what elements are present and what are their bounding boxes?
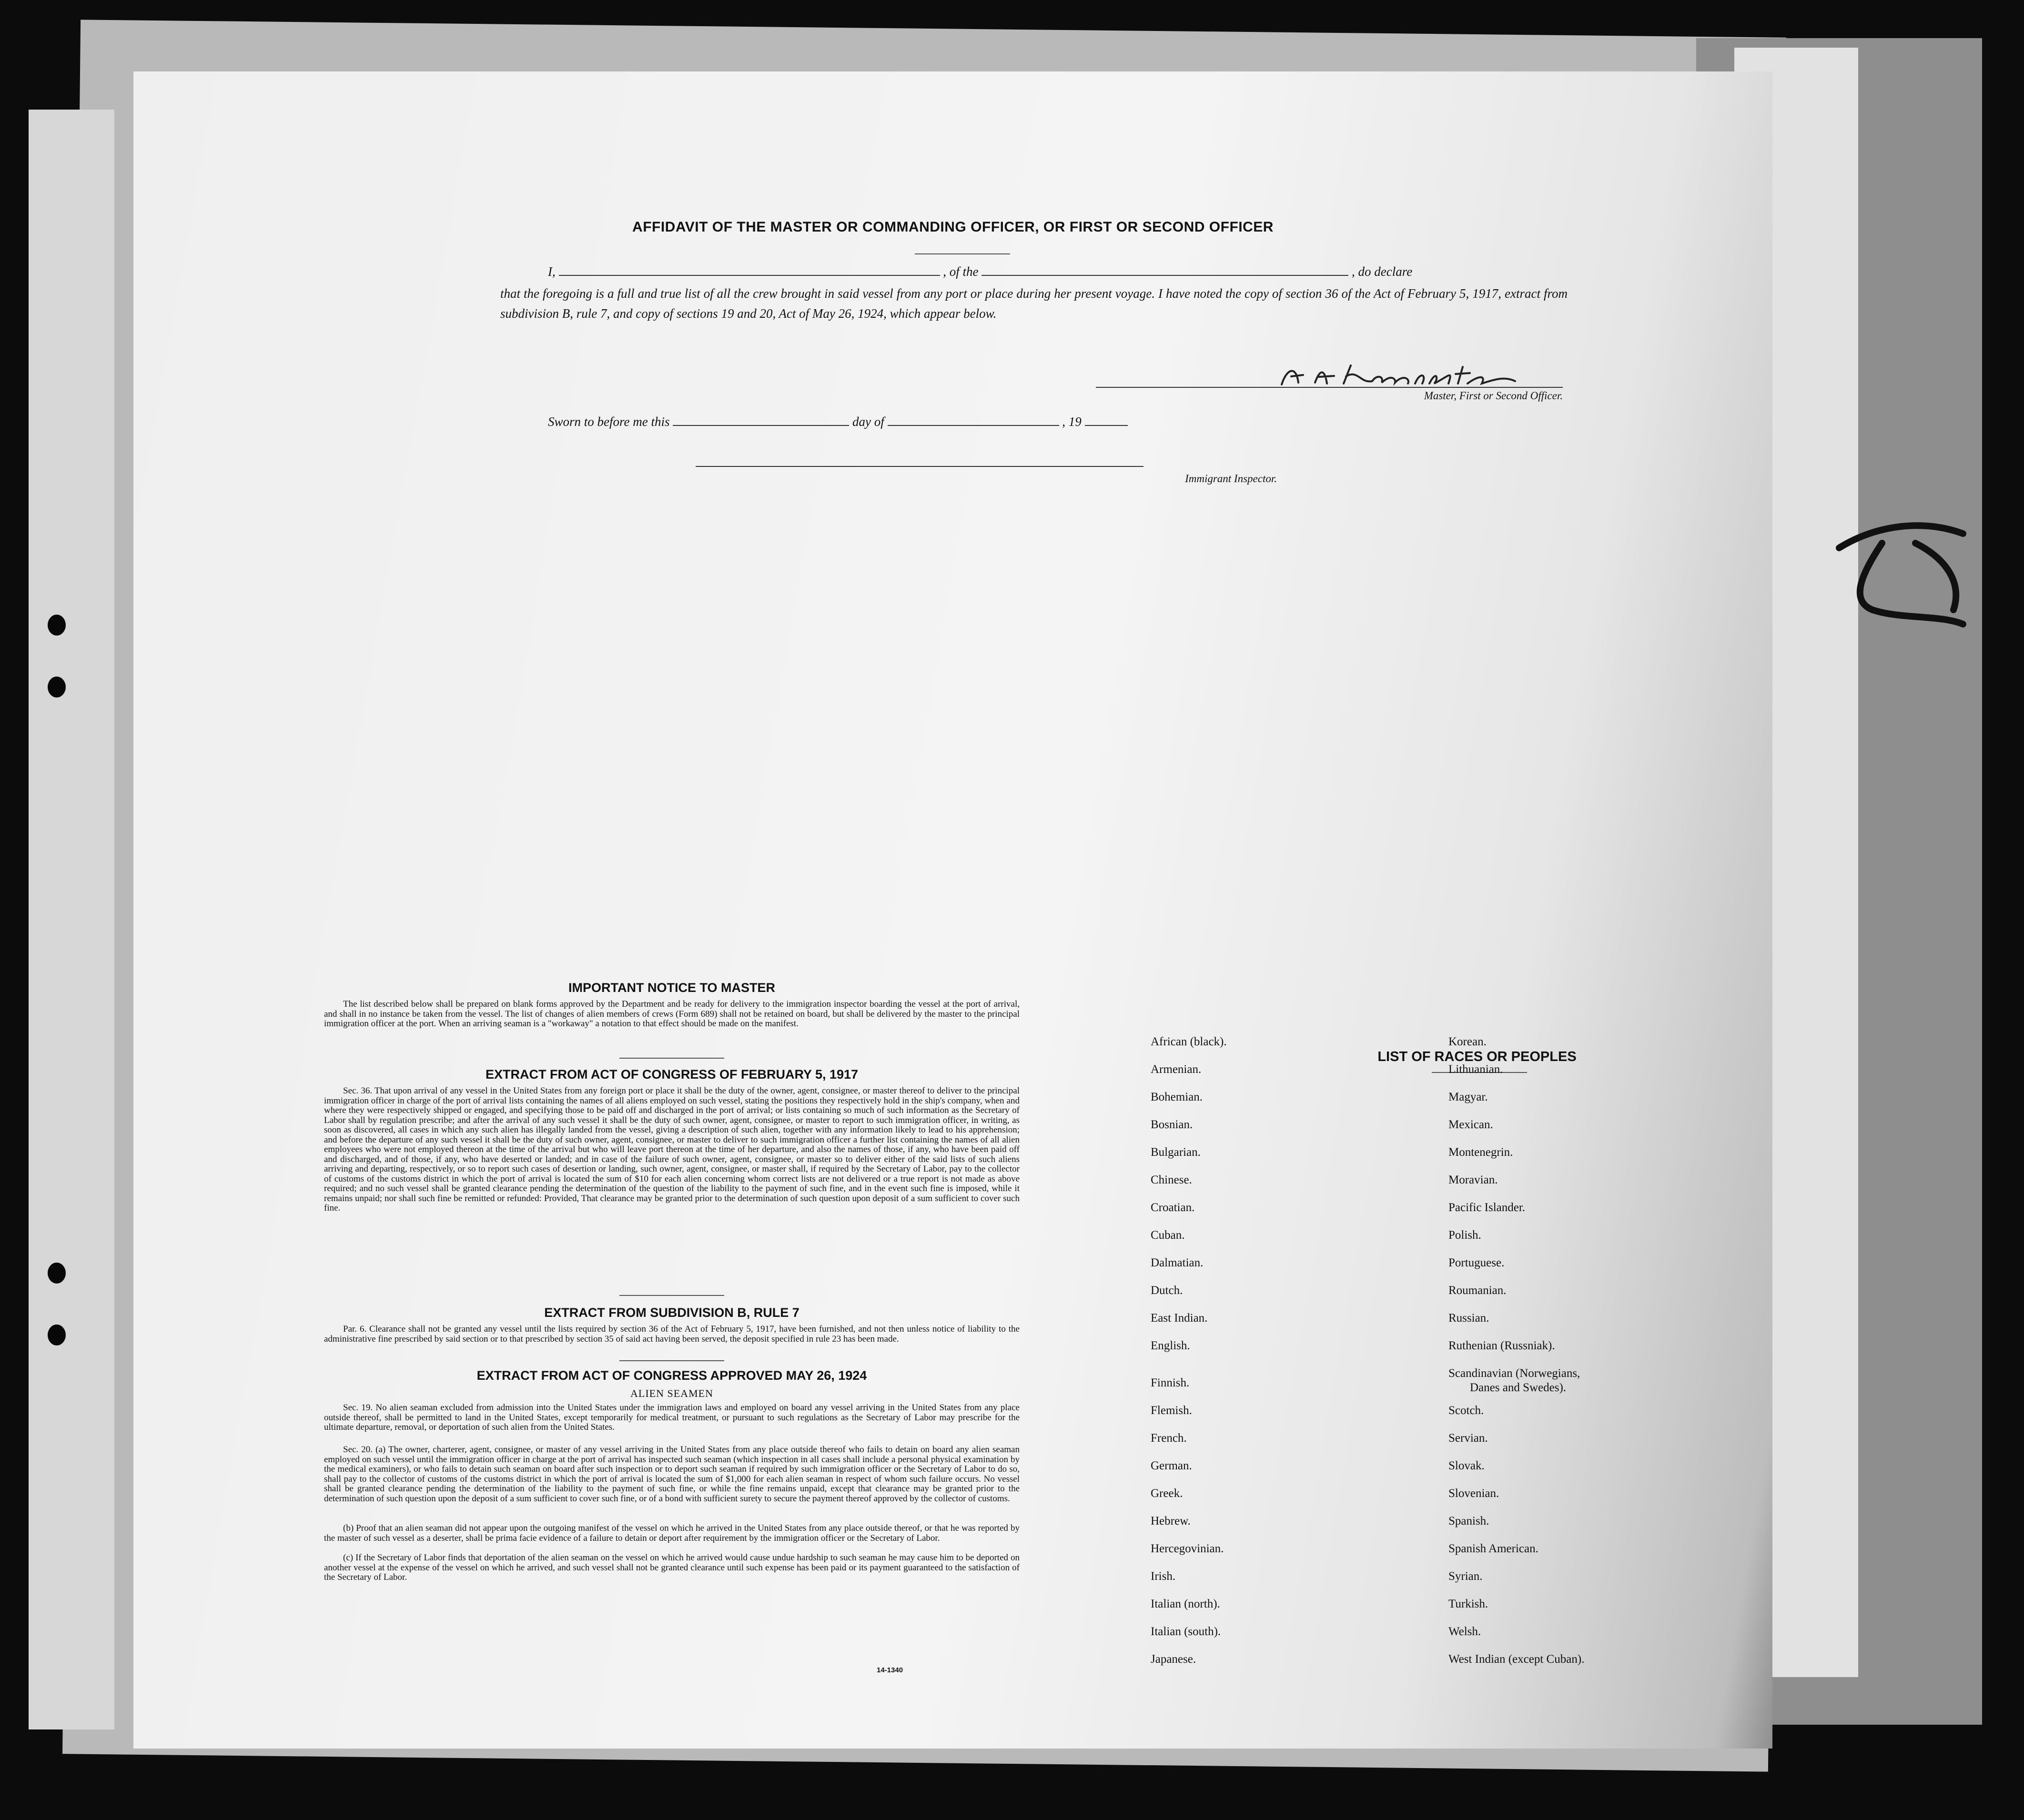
race-item: Mexican. — [1448, 1118, 1493, 1131]
signature-caption: Master, First or Second Officer. — [1424, 390, 1563, 402]
race-item: Pacific Islander. — [1448, 1201, 1526, 1214]
races-title: LIST OF RACES OR PEOPLES — [1377, 1049, 1577, 1064]
race-item: Spanish American. — [1448, 1542, 1538, 1555]
section-19-text: Sec. 19. No alien seaman excluded from admission into the United States under the immigration laws and employed on board any vessel arriving in the United States from any place outside thereof, shall be permitted to land in the United States, except temporarily for medical treatment, or pursuant to such regulations as the Secretary of Labor may prescribe for the ultimate departure, removal, or deportation of such alien from the United States. — [324, 1403, 1020, 1432]
race-item: Servian. — [1448, 1432, 1488, 1445]
form-code: 14-1340 — [877, 1666, 903, 1674]
race-item: Dutch. — [1151, 1284, 1183, 1297]
race-item: Magyar. — [1448, 1091, 1488, 1103]
race-item: Scandinavian (Norwegians, — [1448, 1367, 1580, 1380]
sworn-day-of: day of — [852, 415, 884, 429]
declaration-suffix: , do declare — [1352, 264, 1413, 279]
race-item: Lithuanian. — [1448, 1063, 1503, 1076]
race-item: French. — [1151, 1432, 1187, 1445]
race-item: Bulgarian. — [1151, 1146, 1201, 1159]
divider — [619, 1295, 724, 1296]
notice-text: The list described below shall be prepared on blank forms approved by the Department and be ready for delivery to the immigration inspector boarding the vessel at the port of arrival, and shall in no instance be taken from the vessel. The list of changes of alien members of crews (Form 689) shall not be retained on board, but shall be delivered by the master to the principal immigration officer at the port. When an arriving seaman is a "workaway" a notation to that effect should be made on the manifest. — [324, 999, 1020, 1029]
race-item: Italian (north). — [1151, 1598, 1220, 1610]
punch-hole-icon — [48, 677, 66, 698]
officer-name-field[interactable] — [559, 264, 940, 276]
race-item: East Indian. — [1151, 1312, 1208, 1325]
pen-scribble-icon — [1820, 515, 1982, 629]
vessel-name-field[interactable] — [982, 264, 1348, 276]
race-item: Irish. — [1151, 1570, 1176, 1583]
race-item: Turkish. — [1448, 1598, 1488, 1610]
manifest-page — [133, 71, 1772, 1749]
declaration-prefix: I, — [548, 264, 556, 279]
race-item: English. — [1151, 1339, 1190, 1352]
divider — [619, 1058, 724, 1059]
sworn-year-field[interactable] — [1085, 415, 1128, 426]
race-item: Korean. — [1448, 1035, 1487, 1048]
punch-hole-icon — [48, 1263, 66, 1284]
race-item: Cuban. — [1151, 1229, 1185, 1242]
race-item: Italian (south). — [1151, 1625, 1221, 1638]
race-item: Japanese. — [1151, 1653, 1196, 1666]
race-item: Polish. — [1448, 1229, 1481, 1242]
race-item: Montenegrin. — [1448, 1146, 1513, 1159]
affidavit-body: that the foregoing is a full and true list of all the crew brought in said vessel from any port or place during her present voyage. I have noted the copy of section 36 of the Act of February 5, 1917, extract from subdivision B, rule 7, and copy of sections 19 and 20, Act of May 26, 1924, which appear below. — [500, 286, 1568, 321]
declaration-line — [548, 264, 1412, 279]
extract-1924-subtitle: ALIEN SEAMEN — [630, 1387, 713, 1399]
race-item: Spanish. — [1448, 1515, 1489, 1527]
divider — [619, 1360, 724, 1361]
affidavit-title: AFFIDAVIT OF THE MASTER OR COMMANDING OFFICER, OR FIRST OR SECOND OFFICER — [632, 219, 1274, 235]
inspector-signature-line[interactable] — [696, 466, 1144, 467]
race-item: Slovak. — [1448, 1459, 1485, 1472]
race-item: Danes and Swedes). — [1470, 1381, 1567, 1394]
punch-hole-icon — [48, 1325, 66, 1345]
race-item: African (black). — [1151, 1035, 1227, 1048]
sworn-year-prefix: , 19 — [1062, 415, 1082, 429]
section-20a-text: Sec. 20. (a) The owner, charterer, agent, consignee, or master of any vessel arriving in the United States from any place outside thereof who fails to detain on board any alien seaman employed on such vessel until the immigration officer in charge at the port of arrival has inspected such seaman (which inspection in all cases shall include a personal physical examination by the medical examiners), or who fails to detain such seaman on board after such inspection or to deport such seaman if required by such immigration officer or the Secretary of Labor to do so, shall pay to the collector of customs of the customs district in which the port of arrival is located the sum of $1,000 for each alien seaman in respect of whom such failure occurs. No vessel shall be granted clearance pending the determination of the liability to the payment of such fine, or while the fine remains unpaid, except that clearance may be granted prior to the determination of such question upon the deposit of a sum sufficient to cover such fine, or of a bond with sufficient surety to secure the payment thereof approved by the collector of customs. — [324, 1445, 1020, 1504]
section-20b-text: (b) Proof that an alien seaman did not appear upon the outgoing manifest of the vessel on which he arrived in the United States from any place outside thereof, or that he was reported by the master of such vessel as a deserter, shall be prima facie evidence of a failure to detain or deport after requirement by the immigration officer or the Secretary of Labor. — [324, 1523, 1020, 1543]
race-item: Slovenian. — [1448, 1487, 1499, 1500]
extract-1917-text: Sec. 36. That upon arrival of any vessel in the United States from any foreign port or place it shall be the duty of the owner, agent, consignee, or master thereof to deliver to the principal immigration officer in charge of the port of arrival lists containing the names of all aliens employed on such vessel, stating the positions they respectively hold in the ship's company, when and where they were respectively shipped or engaged, and specifying those to be paid off and discharged in the port of arrival; or lists containing so much of such information as the Secretary of Labor shall by regulation prescribe; and after the arrival of any such vessel it shall be the duty of such owner, agent, consignee, or master to report to such immigration officer, in writing, as soon as discovered, all cases in which any such alien has illegally landed from the vessel, giving a description of such alien, together with any information likely to lead to his apprehension; and before the departure of any such vessel it shall be the duty of such owner, agent, consignee, or master to deliver to such immigration officer a further list containing the names of all alien employees who were not employed thereon at the time of the arrival but who will leave port thereon at the time of her departure, and also the names of those, if any, who have been paid off and discharged, and of those, if any, who have deserted or landed; and in case of the failure of such owner, agent, consignee, or master so to deliver either of the said lists of such aliens arriving and departing, respectively, or so to report such cases of desertion or landing, such owner, agent, consignee, or master shall, if required by the Secretary of Labor, pay to the collector of customs of the customs district in which the port of arrival is located the sum of $10 for each alien concerning whom correct lists are not delivered or a true report is not made as above required; and no such vessel shall be granted clearance pending the determination of the question of the liability to the payment of such fine, and in the event such fine is imposed, while it remains unpaid; nor shall such fine be remitted or refunded: Provided, That clearance may be granted prior to the determination of such question upon deposit of a sum sufficient to cover such fine. — [324, 1086, 1020, 1213]
sworn-prefix: Sworn to before me this — [548, 415, 670, 429]
section-20c-text: (c) If the Secretary of Labor finds that deportation of the alien seaman on the vessel on which he arrived would cause undue hardship to such seaman he may cause him to be deported on another vessel at the expense of the vessel on which he arrived, and such vessel shall not be granted clearance until such expense has been paid or its payment guaranteed to the satisfaction of the Secretary of Labor. — [324, 1553, 1020, 1582]
race-item: Hebrew. — [1151, 1515, 1191, 1527]
punch-hole-icon — [48, 615, 66, 636]
notice-title: IMPORTANT NOTICE TO MASTER — [568, 981, 775, 995]
race-item: Armenian. — [1151, 1063, 1202, 1076]
declaration-mid: , of the — [943, 264, 979, 279]
race-item: Bohemian. — [1151, 1091, 1203, 1103]
race-item: German. — [1151, 1459, 1192, 1472]
race-item: Flemish. — [1151, 1404, 1192, 1417]
divider — [915, 253, 1010, 254]
subdivision-b-text: Par. 6. Clearance shall not be granted any vessel until the lists required by section 36 of the Act of February 5, 1917, have been furnished, and not then unless notice of liability to the administrative fine prescribed by said section or to that prescribed by section 35 of said act having been served, the deposit specified in rule 23 has been made. — [324, 1324, 1020, 1344]
signature-image — [1086, 355, 1563, 393]
race-item: Croatian. — [1151, 1201, 1195, 1214]
left-binding-strip — [29, 110, 114, 1729]
sworn-day-field[interactable] — [673, 415, 849, 426]
race-item: Hercegovinian. — [1151, 1542, 1224, 1555]
inspector-caption: Immigrant Inspector. — [1185, 473, 1277, 485]
subdivision-b-title: EXTRACT FROM SUBDIVISION B, RULE 7 — [544, 1305, 799, 1320]
race-item: Greek. — [1151, 1487, 1183, 1500]
race-item: Chinese. — [1151, 1173, 1192, 1186]
race-item: Syrian. — [1448, 1570, 1483, 1583]
race-item: Dalmatian. — [1151, 1256, 1204, 1269]
race-item: Russian. — [1448, 1312, 1489, 1325]
race-item: Scotch. — [1448, 1404, 1484, 1417]
race-item: Welsh. — [1448, 1625, 1481, 1638]
race-item: Moravian. — [1448, 1173, 1498, 1186]
sworn-month-field[interactable] — [888, 415, 1059, 426]
race-item: West Indian (except Cuban). — [1448, 1653, 1585, 1666]
race-item: Finnish. — [1151, 1376, 1190, 1389]
sworn-line — [548, 415, 1128, 429]
race-item: Bosnian. — [1151, 1118, 1193, 1131]
race-item: Roumanian. — [1448, 1284, 1507, 1297]
extract-1917-title: EXTRACT FROM ACT OF CONGRESS OF FEBRUARY 5, 1917 — [485, 1067, 859, 1082]
extract-1924-title: EXTRACT FROM ACT OF CONGRESS APPROVED MAY 26, 1924 — [476, 1368, 867, 1383]
race-item: Ruthenian (Russniak). — [1448, 1339, 1555, 1352]
race-item: Portuguese. — [1448, 1256, 1505, 1269]
